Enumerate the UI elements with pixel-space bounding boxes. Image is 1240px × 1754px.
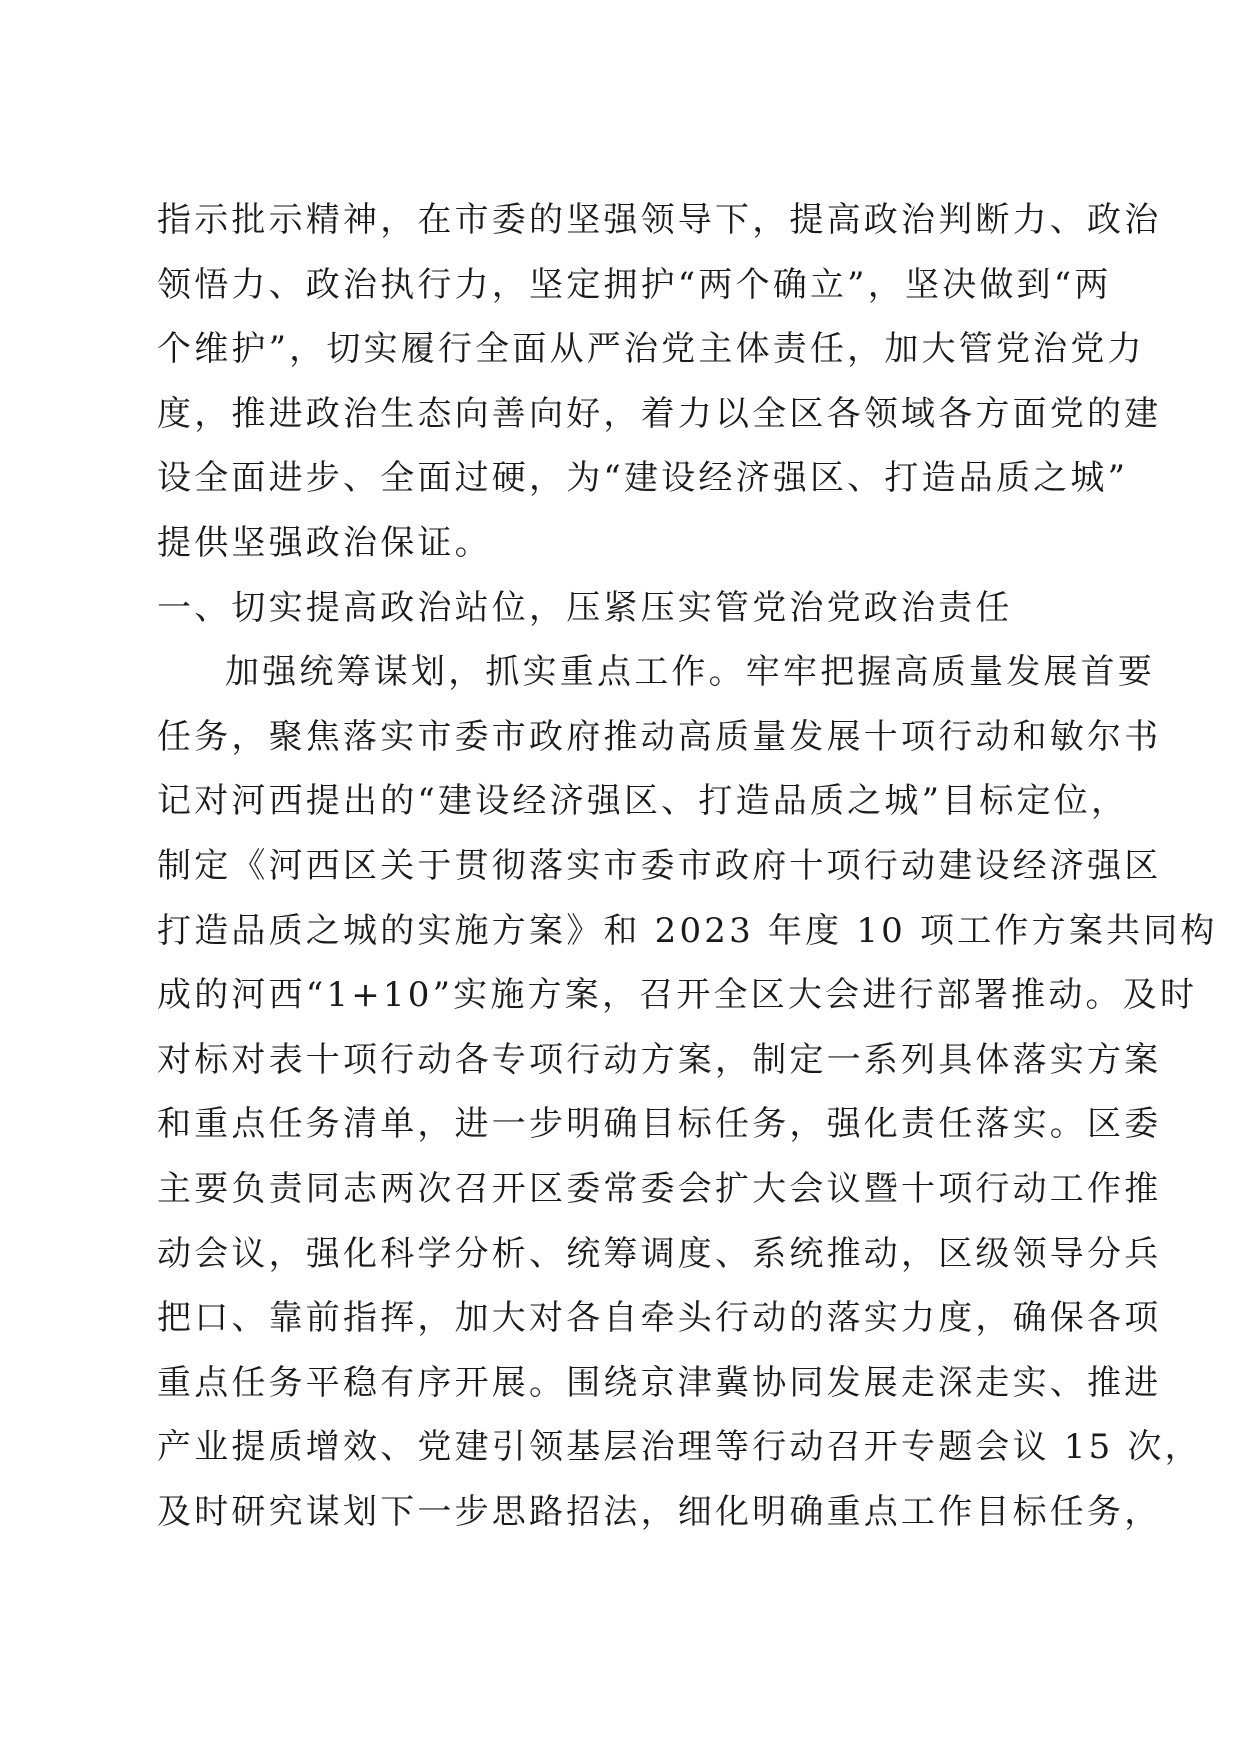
paragraph-line: 重点任务平稳有序开展。围绕京津冀协同发展走深走实、推进 — [157, 1362, 1162, 1403]
paragraph-line: 个维护”，切实履行全面从严治党主体责任，加大管党治党力 — [157, 329, 1145, 370]
body-text — [157, 188, 1218, 1544]
paragraph-line: 及时研究谋划下一步思路招法，细化明确重点工作目标任务， — [157, 1491, 1162, 1532]
paragraph-line: 产业提质增效、党建引领基层治理等行动召开专题会议 15 次， — [157, 1427, 1202, 1468]
paragraph-line: 打造品质之城的实施方案》和 2023 年度 10 项工作方案共同构 — [157, 910, 1218, 951]
paragraph-line: 和重点任务清单，进一步明确目标任务，强化责任落实。区委 — [157, 1104, 1162, 1145]
paragraph-line: 领悟力、政治执行力，坚定拥护“两个确立”，坚决做到“两 — [157, 264, 1112, 305]
paragraph-line: 提供坚强政治保证。 — [157, 522, 492, 563]
paragraph-line: 记对河西提出的“建设经济强区、打造品质之城”目标定位， — [157, 781, 1129, 822]
paragraph-line: 度，推进政治生态向善向好，着力以全区各领域各方面党的建 — [157, 393, 1162, 434]
paragraph-line: 设全面进步、全面过硬，为“建设经济强区、打造品质之城” — [157, 458, 1129, 499]
paragraph-line: 制定《河西区关于贯彻落实市委市政府十项行动建设经济强区 — [157, 845, 1162, 886]
paragraph-line: 主要负责同志两次召开区委常委会扩大会议暨十项行动工作推 — [157, 1168, 1162, 1209]
paragraph-line: 指示批示精神，在市委的坚强领导下，提高政治判断力、政治 — [157, 200, 1162, 240]
paragraph-line: 把口、靠前指挥，加大对各自牵头行动的落实力度，确保各项 — [157, 1298, 1162, 1339]
paragraph-line: 动会议，强化科学分析、统筹调度、系统推动，区级领导分兵 — [157, 1233, 1162, 1274]
paragraph-line: 成的河西“1+10”实施方案，召开全区大会进行部署推动。及时 — [157, 975, 1198, 1016]
section-heading: 一、切实提高政治站位，压紧压实管党治党政治责任 — [157, 587, 1013, 628]
paragraph-line: 加强统筹谋划，抓实重点工作。牢牢把握高质量发展首要 — [225, 652, 1155, 693]
paragraph-line: 任务，聚焦落实市委市政府推动高质量发展十项行动和敏尔书 — [157, 716, 1162, 757]
paragraph-line: 对标对表十项行动各专项行动方案，制定一系列具体落实方案 — [157, 1039, 1162, 1080]
